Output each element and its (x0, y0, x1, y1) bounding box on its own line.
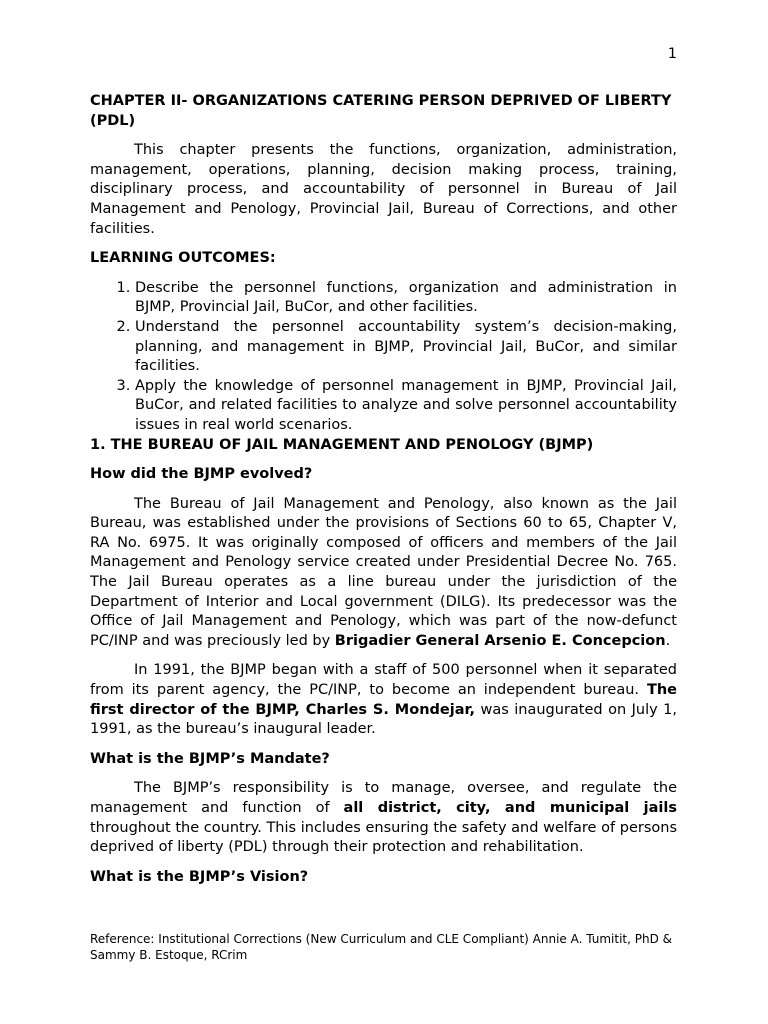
footer-reference: Reference: Institutional Corrections (New Curriculum and CLE Compliant) Annie A. Tumitit, PhD & Sammy B. Estoque, RCrim (90, 932, 673, 962)
question-heading-mandate: What is the BJMP’s Mandate? (90, 750, 330, 767)
history-text: In 1991, the BJMP began with a staff of 500 personnel when it separated from its parent agency, the PC/INP, to become an independent bureau. (90, 662, 677, 699)
learning-outcomes-list (90, 279, 677, 436)
mandate-paragraph (90, 779, 677, 857)
document-body (90, 92, 677, 897)
section-title: 1. THE BUREAU OF JAIL MANAGEMENT AND PENOLOGY (BJMP) (90, 436, 594, 453)
list-item: 2. Understand the personnel accountability system’s decision-making, planning, and management in BJMP, Provincial Jail, BuCor, and similar facilities. (135, 318, 677, 377)
intro-paragraph: This chapter presents the functions, organization, administration, management, operations, planning, decision making process, training, disciplinary process, and accountability of personnel in Bureau of Jail Management and Penology, Provincial Jail, Bureau of Corrections, and other facilities. (90, 142, 677, 237)
list-item: 1. Describe the personnel functions, organization and administration in BJMP, Provincial Jail, BuCor, and other facilities. (135, 279, 677, 318)
history-text: The Bureau of Jail Management and Penology, also known as the Jail Bureau, was established under the provisions of Sections 60 to 65, Chapter V, RA No. 6975. It was originally composed of officers and members of the Jail Management and Penology service created under Presidential Decree No. 765. The Jail Bureau operates as a line bureau under the jurisdiction of the Department of Interior and Local government (DILG). Its predecessor was the Office of Jail Management and Penology, which was part of the now-defunct PC/INP and was preciously led by (90, 495, 677, 649)
question-heading-evolution: How did the BJMP evolved? (90, 466, 313, 483)
history-end: . (665, 632, 671, 649)
list-item: 3. Apply the knowledge of personnel management in BJMP, Provincial Jail, BuCor, and related facilities to analyze and solve personnel accountability issues in real world scenarios. (135, 377, 677, 436)
mandate-text: The BJMP’s responsibility is to manage, oversee, and regulate the management and function of (90, 780, 677, 816)
chapter-title: CHAPTER II- ORGANIZATIONS CATERING PERSON DEPRIVED OF LIBERTY (PDL) (90, 93, 672, 129)
learning-outcomes-heading: LEARNING OUTCOMES: (90, 250, 276, 267)
history-paragraph-1 (90, 495, 677, 652)
history-paragraph-2 (90, 661, 677, 739)
mandate-bold: all district, city, and municipal jails (343, 800, 677, 816)
page-number: 1 (667, 46, 677, 62)
history-bold-name: Brigadier General Arsenio E. Concepcion (334, 632, 666, 649)
mandate-end: throughout the country. This includes ensuring the safety and welfare of persons deprived of liberty (PDL) through their protection and rehabilitation. (90, 819, 677, 856)
question-heading-vision: What is the BJMP’s Vision? (90, 868, 309, 885)
first-director-bold: The first director of the BJMP, Charles S. Mondejar, (90, 682, 677, 718)
history-end: was inaugurated on July 1, 1991, as the bureau’s inaugural leader. (90, 701, 677, 738)
